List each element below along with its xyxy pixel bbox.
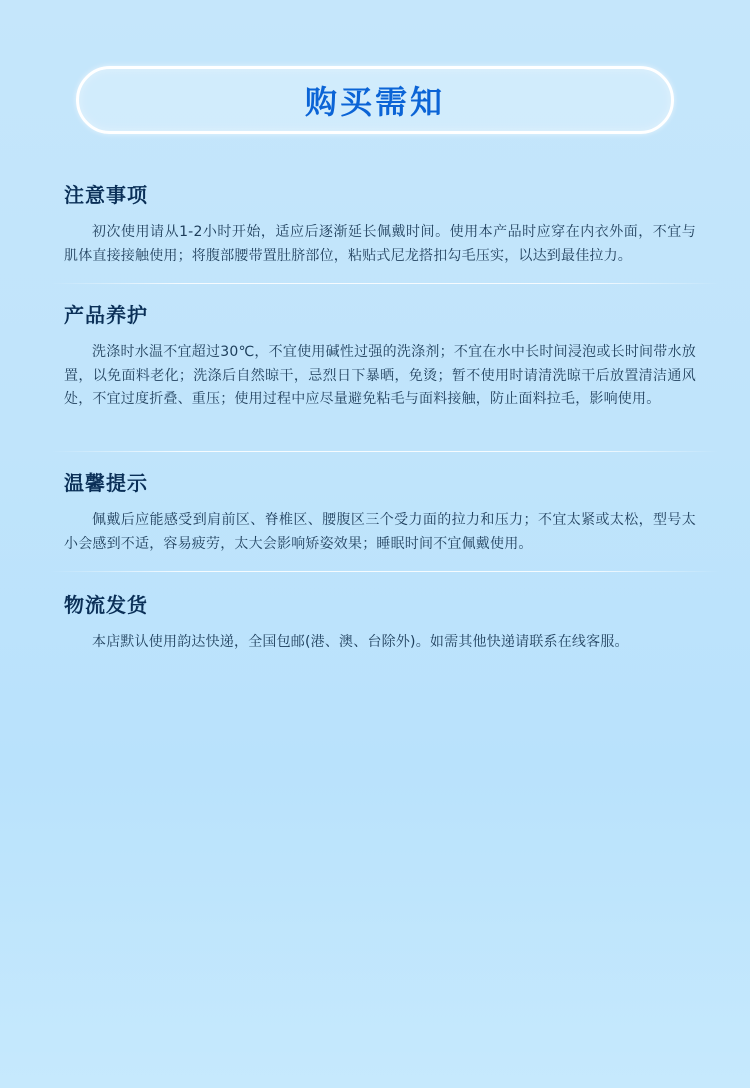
- section-body: 本店默认使用韵达快递，全国包邮(港、澳、台除外)。如需其他快递请联系在线客服。: [92, 634, 629, 650]
- section-tips: [64, 471, 696, 556]
- section-shipping: [64, 593, 696, 655]
- section-body: 佩戴后应能感受到肩前区、脊椎区、腰腹区三个受力面的拉力和压力；不宜太紧或太松，型号太小会感到不适，容易疲劳，太大会影响矫姿效果；睡眠时间不宜佩戴使用。: [64, 512, 696, 552]
- section-divider: [50, 283, 720, 284]
- section-heading: 产品养护: [64, 303, 148, 327]
- section-heading: 注意事项: [64, 183, 148, 207]
- section-divider: [50, 571, 720, 572]
- section-divider: [50, 451, 720, 452]
- section-notes: [64, 183, 696, 268]
- title-banner: [76, 66, 674, 134]
- section-body: 洗涤时水温不宜超过30℃，不宜使用碱性过强的洗涤剂；不宜在水中长时间浸泡或长时间带水放置，以免面料老化；洗涤后自然晾干，忌烈日下暴晒，免烫；暂不使用时请清洗晾干后放置清洁通风处，不宜过度折叠、重压；使用过程中应尽量避免粘毛与面料接触，防止面料拉毛，影响使用。: [64, 344, 696, 407]
- section-care: [64, 303, 696, 412]
- page-title: 购买需知: [304, 83, 445, 121]
- section-heading: 温馨提示: [64, 471, 148, 495]
- section-heading: 物流发货: [64, 593, 148, 617]
- section-body: 初次使用请从1-2小时开始，适应后逐渐延长佩戴时间。使用本产品时应穿在内衣外面，不宜与肌体直接接触使用；将腹部腰带置肚脐部位，粘贴式尼龙搭扣勾毛压实，以达到最佳拉力。: [64, 224, 696, 264]
